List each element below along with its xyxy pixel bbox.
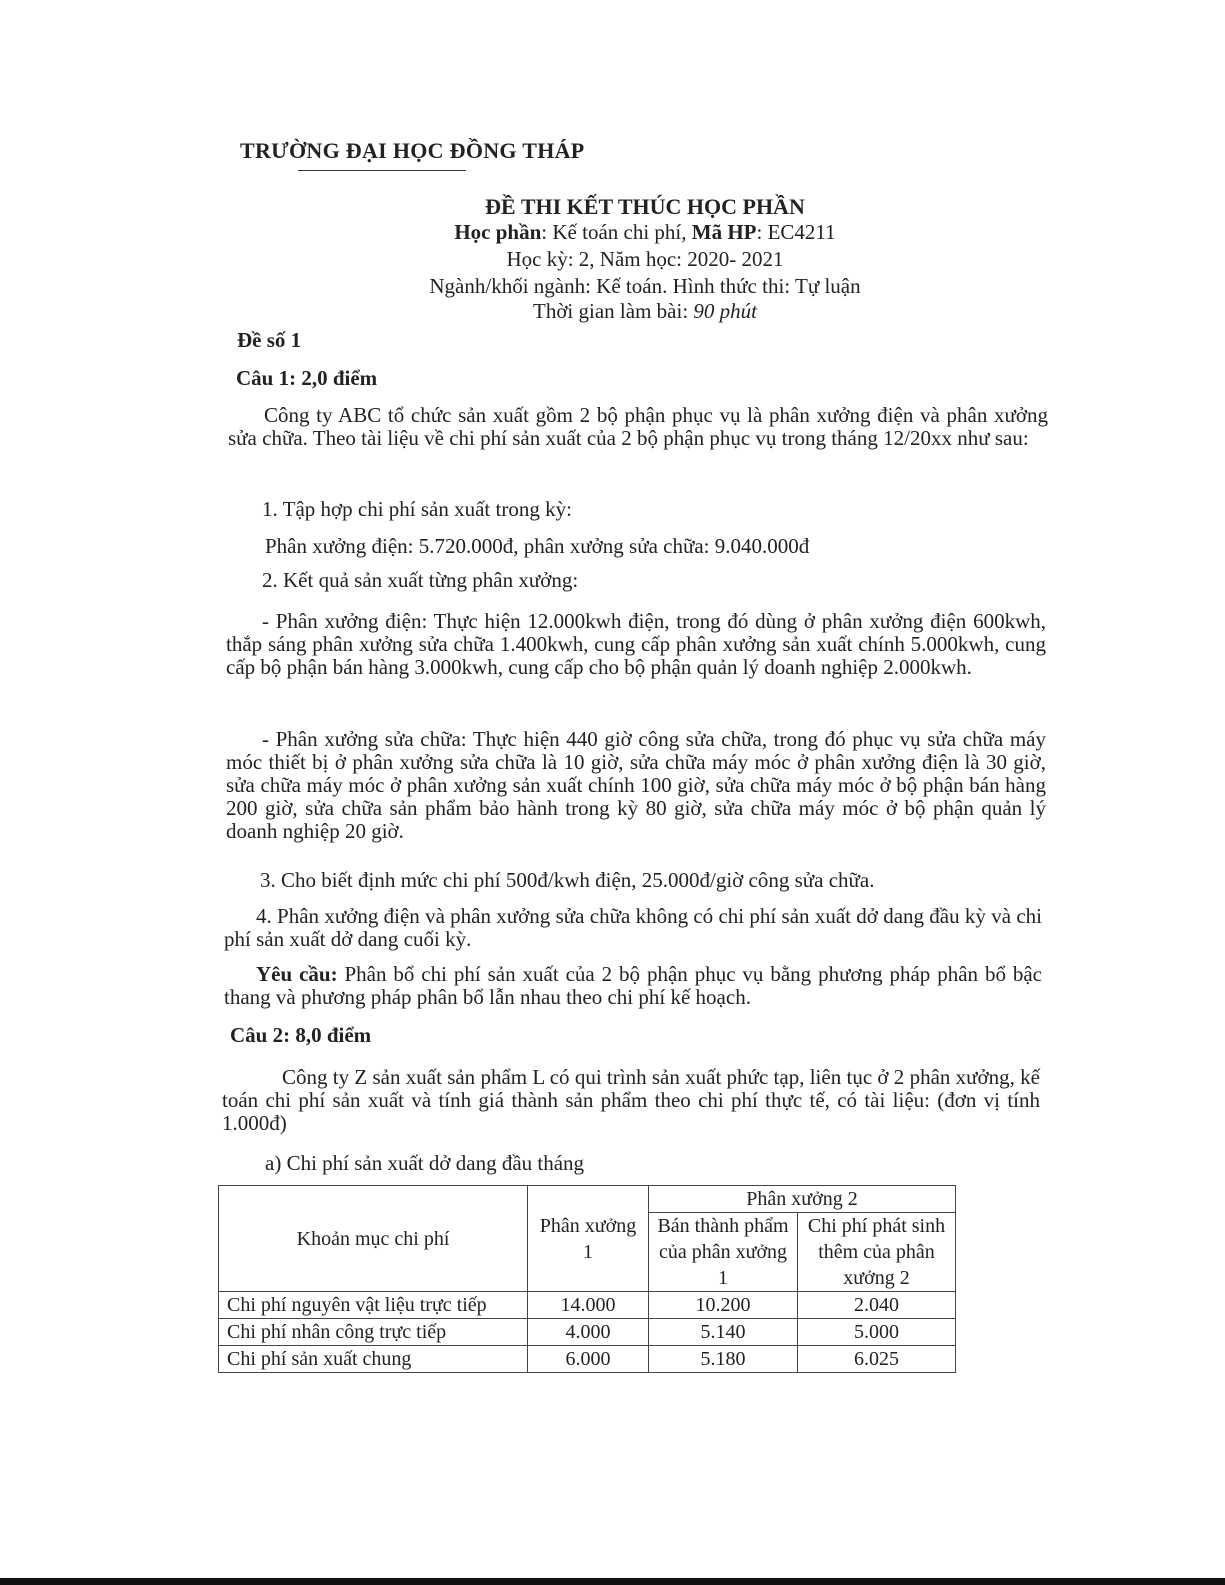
q2-intro: Công ty Z sản xuất sản phẩm L có qui trình sản xuất phức tạp, liên tục ở 2 phân xưởng, kế toán chi phí sản xuất và tính giá thành sản phẩm theo chi phí thực tế, có tài liệu: (đơn vị tính 1.000đ) [222,1065,1040,1135]
table-row [219,1346,956,1373]
q1-item-1: 1. Tập hợp chi phí sản xuất trong kỳ: [262,497,572,521]
cell-px1: 4.000 [528,1319,649,1346]
header-cost-item: Khoản mục chi phí [219,1186,528,1292]
time-value: 90 phút [693,299,757,323]
header-workshop-1: Phân xưởng 1 [528,1186,649,1292]
school-name: TRƯỜNG ĐẠI HỌC ĐỒNG THÁP [240,138,585,163]
requirement-text: Phân bổ chi phí sản xuất của 2 bộ phận phục vụ bằng phương pháp phân bổ bậc thang và phương pháp phân bổ lẫn nhau theo chi phí kế hoạch. [224,962,1042,1009]
course-value: : Kế toán chi phí, [541,220,692,244]
question-2-heading: Câu 2: 8,0 điểm [230,1023,372,1047]
question-1-heading: Câu 1: 2,0 điểm [236,366,378,390]
header-workshop-2: Phân xưởng 2 [649,1186,956,1213]
cell-ps: 2.040 [798,1292,956,1319]
q1-requirement [224,963,1042,1009]
exam-title: ĐỀ THI KẾT THÚC HỌC PHẦN [485,194,805,219]
semester-line: Học kỳ: 2, Năm học: 2020- 2021 [506,247,784,271]
q1-item-2: 2. Kết quả sản xuất từng phân xưởng: [262,568,579,592]
q1-item-4: 4. Phân xưởng điện và phân xưởng sửa chữa không có chi phí sản xuất dở dang đầu kỳ và chi phí sản xuất dở dang cuối kỳ. [224,904,1042,951]
q1-dash-repair: - Phân xưởng sửa chữa: Thực hiện 440 giờ công sửa chữa, trong đó phục vụ sửa chữa máy móc thiết bị ở phân xưởng sửa chữa là 10 giờ, sửa chữa máy móc ở phân xưởng điện là 30 giờ, sửa chữa máy móc ở phân xưởng sản xuất chính 100 giờ, sửa chữa máy móc ở bộ phận bán hàng 200 giờ, sửa chữa sản phẩm bảo hành trong kỳ 80 giờ, sửa chữa máy móc ở bộ phận quản lý doanh nghiệp 20 giờ. [226,727,1046,843]
q1-item-3: 3. Cho biết định mức chi phí 500đ/kwh điện, 25.000đ/giờ công sửa chữa. [260,868,875,892]
requirement-label: Yêu cầu: [256,962,338,986]
scan-edge [0,1578,1225,1585]
cell-item: Chi phí nguyên vật liệu trực tiếp [219,1292,528,1319]
major-line: Ngành/khối ngành: Kế toán. Hình thức thi: Tự luận [429,274,861,298]
exam-number: Đề số 1 [237,328,302,352]
cell-btp: 5.180 [649,1346,798,1373]
q2-part-a: a) Chi phí sản xuất dở dang đầu tháng [265,1151,585,1175]
table-row [219,1319,956,1346]
header-additional-cost: Chi phí phát sinh thêm của phân xưởng 2 [798,1213,956,1292]
cell-item: Chi phí nhân công trực tiếp [219,1319,528,1346]
cell-ps: 5.000 [798,1319,956,1346]
wip-cost-table [218,1185,956,1373]
cell-btp: 5.140 [649,1319,798,1346]
course-line [300,220,990,245]
school-underline [298,170,466,171]
cell-px1: 6.000 [528,1346,649,1373]
code-value: : EC4211 [756,220,836,244]
cell-px1: 14.000 [528,1292,649,1319]
cell-btp: 10.200 [649,1292,798,1319]
q1-item-1-detail: Phân xưởng điện: 5.720.000đ, phân xưởng sửa chữa: 9.040.000đ [265,534,810,558]
course-label: Học phần [454,220,542,244]
header-semi-finished: Bán thành phẩm của phân xưởng 1 [649,1213,798,1292]
q1-intro: Công ty ABC tổ chức sản xuất gồm 2 bộ phận phục vụ là phân xưởng điện và phân xưởng sửa chữa. Theo tài liệu về chi phí sản xuất của 2 bộ phận phục vụ trong tháng 12/20xx như sau: [228,403,1048,450]
time-line [300,299,990,324]
cell-ps: 6.025 [798,1346,956,1373]
time-label: Thời gian làm bài: [533,299,694,323]
q1-dash-electric: - Phân xưởng điện: Thực hiện 12.000kwh điện, trong đó dùng ở phân xưởng điện 600kwh, thắp sáng phân xưởng sửa chữa 1.400kwh, cung cấp phân xưởng sản xuất chính 5.000kwh, cung cấp bộ phận bán hàng 3.000kwh, cung cấp cho bộ phận quản lý doanh nghiệp 2.000kwh. [226,609,1046,679]
cell-item: Chi phí sản xuất chung [219,1346,528,1373]
code-label: Mã HP [691,220,757,244]
table-row [219,1292,956,1319]
